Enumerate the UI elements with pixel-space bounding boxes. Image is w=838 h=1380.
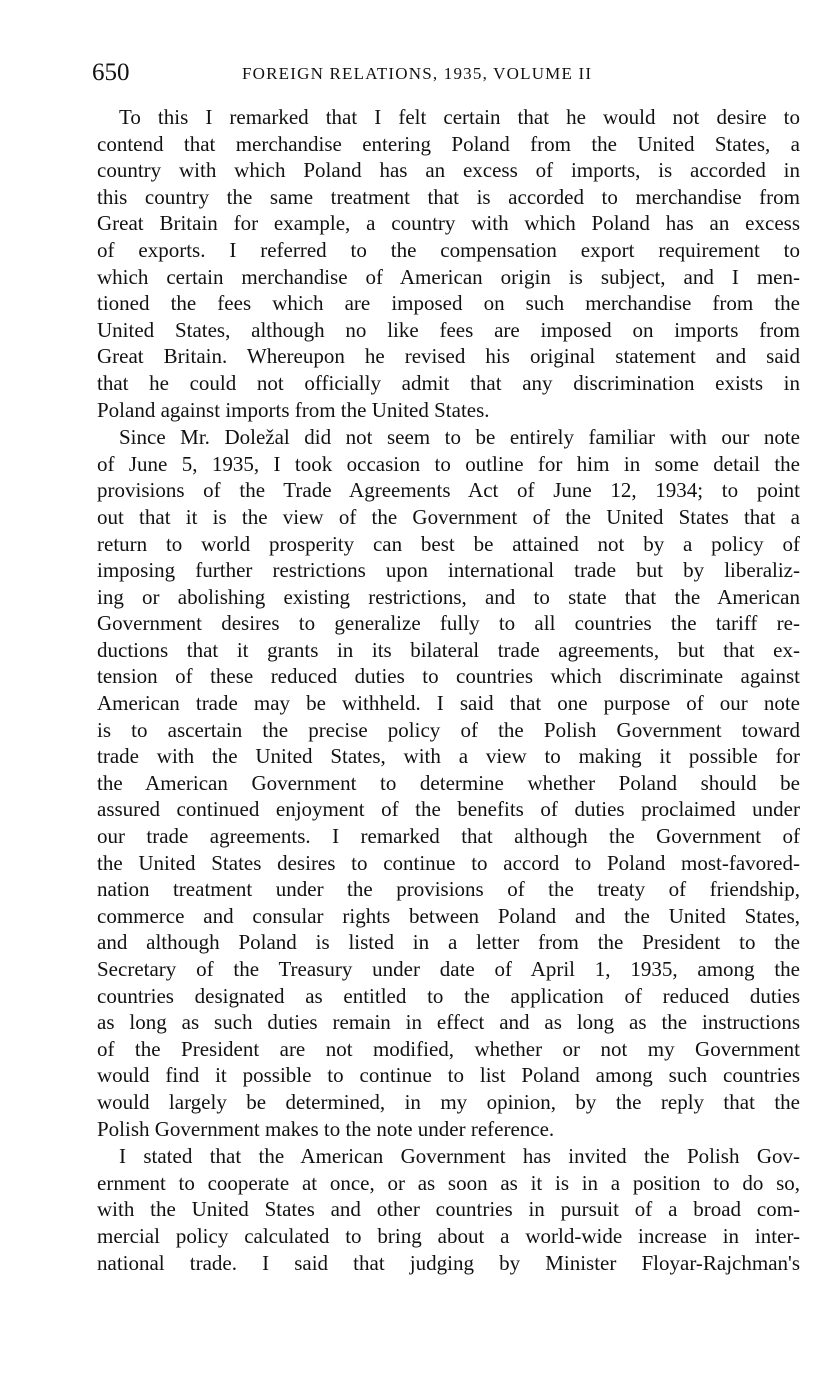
text-line: ductions that it grants in its bilateral trade agreements, but that ex- xyxy=(97,637,800,662)
text-line: of exports. I referred to the compensation export requirement to xyxy=(97,237,800,262)
text-line: the United States desires to continue to accord to Poland most-favored- xyxy=(97,850,800,875)
text-line: as long as such duties remain in effect and as long as the instructions xyxy=(97,1010,800,1035)
text-line: mercial policy calculated to bring about a world-wide increase in inter- xyxy=(97,1223,800,1248)
paragraph xyxy=(97,1143,800,1276)
text-line: I stated that the American Government has invited the Polish Gov- xyxy=(119,1144,800,1169)
text-line: nation treatment under the provisions of the treaty of friendship, xyxy=(97,877,800,902)
text-line: Poland against imports from the United States. xyxy=(97,397,490,422)
text-line: and although Poland is listed in a letter from the President to the xyxy=(97,930,800,955)
text-line: contend that merchandise entering Poland from the United States, a xyxy=(97,131,800,156)
body-text xyxy=(97,104,800,1276)
page-number: 650 xyxy=(92,59,130,86)
text-line: imposing further restrictions upon international trade but by liberaliz- xyxy=(97,558,800,583)
text-line: our trade agreements. I remarked that although the Government of xyxy=(97,824,800,849)
text-line: ing or abolishing existing restrictions, and to state that the American xyxy=(97,584,800,609)
text-line: out that it is the view of the Government of the United States that a xyxy=(97,504,800,529)
text-line: trade with the United States, with a view to making it possible for xyxy=(97,744,800,769)
text-line: is to ascertain the precise policy of the Polish Government toward xyxy=(97,717,800,742)
running-head: FOREIGN RELATIONS, 1935, VOLUME II xyxy=(242,64,593,83)
text-line: United States, although no like fees are imposed on imports from xyxy=(97,317,800,342)
text-line: which certain merchandise of American origin is subject, and I men- xyxy=(97,264,800,289)
text-line: American trade may be withheld. I said that one purpose of our note xyxy=(97,691,800,716)
text-line: Since Mr. Doležal did not seem to be entirely familiar with our note xyxy=(119,425,800,450)
text-line: ernment to cooperate at once, or as soon as it is in a position to do so, xyxy=(97,1170,800,1195)
text-line: countries designated as entitled to the application of reduced duties xyxy=(97,983,800,1008)
text-line: would find it possible to continue to list Poland among such countries xyxy=(97,1063,800,1088)
text-line: with the United States and other countries in pursuit of a broad com- xyxy=(97,1197,800,1222)
text-line: would largely be determined, in my opinion, by the reply that the xyxy=(97,1089,800,1114)
text-line: provisions of the Trade Agreements Act of June 12, 1934; to point xyxy=(97,478,800,503)
text-line: tioned the fees which are imposed on such merchandise from the xyxy=(97,291,800,316)
text-line: that he could not officially admit that any discrimination exists in xyxy=(97,370,800,395)
text-line: this country the same treatment that is accorded to merchandise from xyxy=(97,184,800,209)
text-line: of the President are not modified, whether or not my Government xyxy=(97,1036,800,1061)
text-line: Polish Government makes to the note under reference. xyxy=(97,1116,555,1141)
text-line: To this I remarked that I felt certain that he would not desire to xyxy=(119,105,800,129)
text-line: the American Government to determine whether Poland should be xyxy=(97,770,800,795)
text-line: assured continued enjoyment of the benefits of duties proclaimed under xyxy=(97,797,800,822)
text-line: Great Britain for example, a country with which Poland has an excess xyxy=(97,211,800,236)
text-line: Secretary of the Treasury under date of April 1, 1935, among the xyxy=(97,957,800,981)
text-line: country with which Poland has an excess of imports, is accorded in xyxy=(97,158,800,183)
text-line: of June 5, 1935, I took occasion to outline for him in some detail the xyxy=(97,451,800,476)
text-line: commerce and consular rights between Poland and the United States, xyxy=(97,903,800,928)
text-line: tension of these reduced duties to countries which discriminate against xyxy=(97,664,800,689)
text-line: national trade. I said that judging by Minister Floyar-Rajchman's xyxy=(97,1250,800,1275)
page-header xyxy=(92,58,802,88)
paragraph xyxy=(97,424,800,1142)
text-line: Great Britain. Whereupon he revised his original statement and said xyxy=(97,344,800,369)
text-line: Government desires to generalize fully to all countries the tariff re- xyxy=(97,611,800,636)
paragraph xyxy=(97,104,800,423)
text-line: return to world prosperity can best be attained not by a policy of xyxy=(97,531,800,556)
